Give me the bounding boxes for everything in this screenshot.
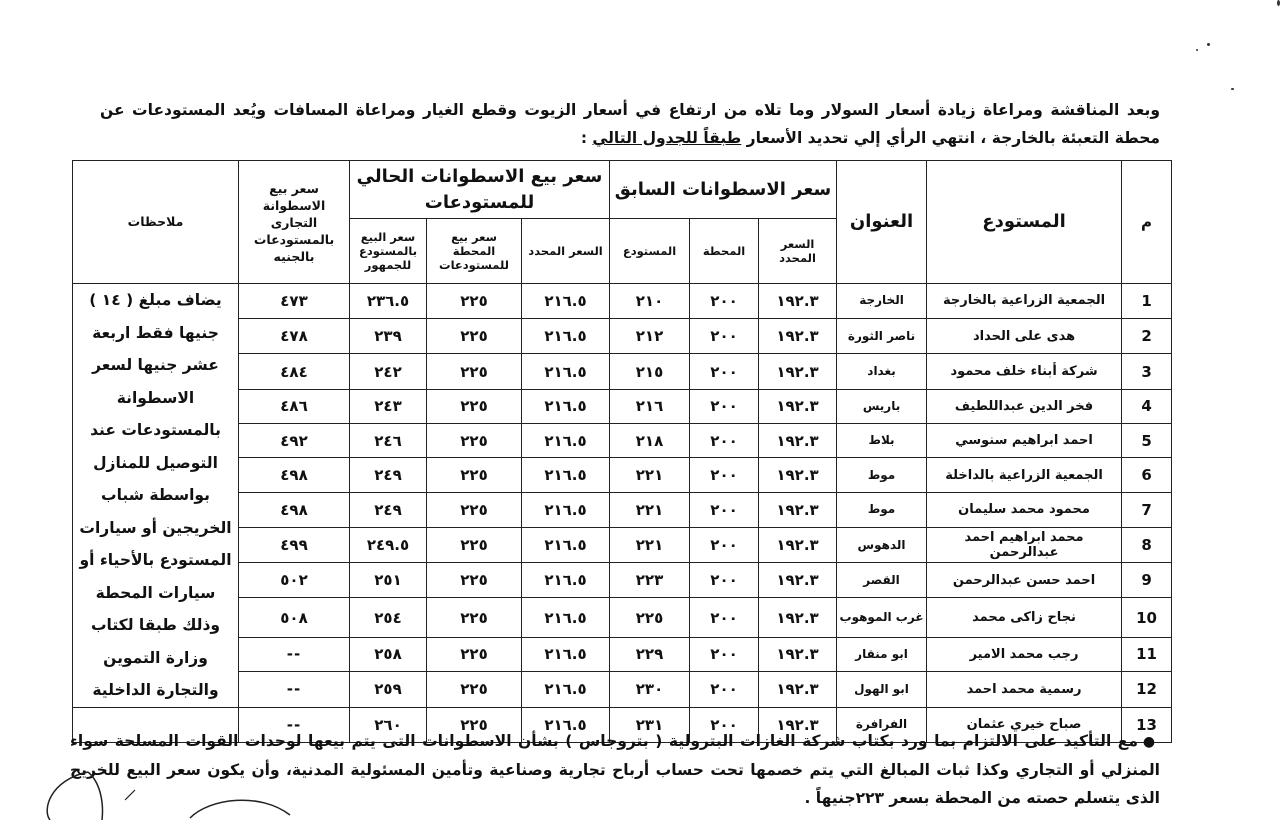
public-sale-price: ٢٤٦ — [350, 423, 427, 458]
address: ابو منقار — [837, 638, 927, 672]
previous-fixed-price: ١٩٢.٣ — [759, 458, 837, 493]
header-public-sale: سعر البيع بالمستودع للجمهور — [350, 219, 427, 284]
commercial-price: ٤٨٤ — [239, 354, 350, 390]
previous-station-price: ٢٠٠ — [690, 423, 759, 458]
bullet-icon: ● — [1142, 734, 1156, 750]
row-index: 9 — [1122, 563, 1172, 598]
depot-name: الجمعية الزراعية بالداخلة — [927, 458, 1122, 493]
station-sale-price: ٢٢٥ — [427, 354, 522, 390]
commercial-price: ٤٩٨ — [239, 458, 350, 493]
row-index: 5 — [1122, 423, 1172, 458]
depot-name: هدى على الحداد — [927, 318, 1122, 354]
previous-fixed-price: ١٩٢.٣ — [759, 671, 837, 707]
previous-station-price: ٢٠٠ — [690, 318, 759, 354]
current-fixed-price: ٢١٦.٥ — [522, 638, 610, 672]
current-fixed-price: ٢١٦.٥ — [522, 671, 610, 707]
station-sale-price: ٢٢٥ — [427, 318, 522, 354]
previous-fixed-price: ١٩٢.٣ — [759, 563, 837, 598]
current-fixed-price: ٢١٦.٥ — [522, 563, 610, 598]
signature-stamp-icon — [40, 770, 300, 820]
public-sale-price: ٢٤٢ — [350, 354, 427, 390]
previous-depot-price: ٢٢١ — [610, 527, 690, 563]
depot-name: محمود محمد سليمان — [927, 493, 1122, 528]
previous-station-price: ٢٠٠ — [690, 638, 759, 672]
header-current-fixed: السعر المحدد — [522, 219, 610, 284]
notes-cell: يضاف مبلغ ( ١٤ ) جنيها فقط اربعة عشر جنيها لسعر الاسطوانة بالمستودعات عند التوصيل للمنازل بواسطة شباب الخريجين أو سيارات المستودع بالأحياء أو سيارات المحطة وذلك طبقا لكتاب وزارة التموين والتجارة الداخلية — [73, 284, 239, 708]
depot-name: نجاح زاكى محمد — [927, 598, 1122, 638]
public-sale-price: ٢٣٩ — [350, 318, 427, 354]
header-row-1 — [73, 161, 1172, 219]
current-fixed-price: ٢١٦.٥ — [522, 493, 610, 528]
station-sale-price: ٢٢٥ — [427, 638, 522, 672]
row-index: 13 — [1122, 707, 1172, 742]
public-sale-price: ٢٤٩ — [350, 458, 427, 493]
header-index: م — [1122, 161, 1172, 284]
commercial-price: ٥٠٨ — [239, 598, 350, 638]
intro-text: وبعد المناقشة ومراعاة زيادة أسعار السولار وما تلاه من ارتفاع في أسعار الزيوت وقطع الغيار ومراعاة المسافات ويُعد المستودعات عن محطة التعبئة بالخارجة ، انتهي الرأي إلي تحديد الأسعار — [100, 101, 1160, 147]
address: الدهوس — [837, 527, 927, 563]
row-index: 7 — [1122, 493, 1172, 528]
current-fixed-price: ٢١٦.٥ — [522, 458, 610, 493]
previous-fixed-price: ١٩٢.٣ — [759, 390, 837, 424]
previous-depot-price: ٢٣٠ — [610, 671, 690, 707]
previous-station-price: ٢٠٠ — [690, 563, 759, 598]
commercial-price: ٤٩٩ — [239, 527, 350, 563]
row-index: 10 — [1122, 598, 1172, 638]
station-sale-price: ٢٢٥ — [427, 390, 522, 424]
station-sale-price: ٢٢٥ — [427, 707, 522, 742]
table-body — [73, 284, 1172, 743]
public-sale-price: ٢٥٤ — [350, 598, 427, 638]
station-sale-price: ٢٢٥ — [427, 527, 522, 563]
commercial-price: ٤٩٨ — [239, 493, 350, 528]
public-sale-price: ٢٤٣ — [350, 390, 427, 424]
row-index: 2 — [1122, 318, 1172, 354]
row-index: 3 — [1122, 354, 1172, 390]
public-sale-price: ٢٥١ — [350, 563, 427, 598]
address: باريس — [837, 390, 927, 424]
address: الفرافرة — [837, 707, 927, 742]
header-previous-fixed: السعر المحدد — [759, 219, 837, 284]
depot-name: فخر الدين عبداللطيف — [927, 390, 1122, 424]
intro-paragraph — [100, 96, 1160, 152]
previous-depot-price: ٢٢١ — [610, 493, 690, 528]
previous-depot-price: ٢١٦ — [610, 390, 690, 424]
previous-station-price: ٢٠٠ — [690, 598, 759, 638]
header-commercial-price: سعر بيع الاسطوانة التجارى بالمستودعات بالجنيه — [239, 161, 350, 284]
address: موط — [837, 493, 927, 528]
previous-fixed-price: ١٩٢.٣ — [759, 318, 837, 354]
previous-station-price: ٢٠٠ — [690, 671, 759, 707]
address: القصر — [837, 563, 927, 598]
current-fixed-price: ٢١٦.٥ — [522, 318, 610, 354]
row-index: 12 — [1122, 671, 1172, 707]
current-fixed-price: ٢١٦.٥ — [522, 284, 610, 319]
depot-name: احمد ابراهيم سنوسي — [927, 423, 1122, 458]
previous-station-price: ٢٠٠ — [690, 284, 759, 319]
depot-name: محمد ابراهيم احمد عبدالرحمن — [927, 527, 1122, 563]
commercial-price: ٥٠٢ — [239, 563, 350, 598]
row-index: 11 — [1122, 638, 1172, 672]
address: بغداد — [837, 354, 927, 390]
public-sale-price: ٢٣٦.٥ — [350, 284, 427, 319]
commercial-price: ٤٩٢ — [239, 423, 350, 458]
prices-table — [72, 160, 1172, 743]
previous-depot-price: ٢١٠ — [610, 284, 690, 319]
previous-fixed-price: ١٩٢.٣ — [759, 423, 837, 458]
previous-fixed-price: ١٩٢.٣ — [759, 527, 837, 563]
commercial-price: ٤٧٣ — [239, 284, 350, 319]
previous-depot-price: ٢٣١ — [610, 707, 690, 742]
depot-name: رجب محمد الامير — [927, 638, 1122, 672]
address: موط — [837, 458, 927, 493]
current-fixed-price: ٢١٦.٥ — [522, 598, 610, 638]
header-depot: المستودع — [927, 161, 1122, 284]
address: غرب الموهوب — [837, 598, 927, 638]
public-sale-price: ٢٥٨ — [350, 638, 427, 672]
header-previous-station: المحطة — [690, 219, 759, 284]
table-row — [73, 284, 1172, 319]
commercial-price: -- — [239, 671, 350, 707]
station-sale-price: ٢٢٥ — [427, 458, 522, 493]
current-fixed-price: ٢١٦.٥ — [522, 707, 610, 742]
depot-name: صباح خيري عثمان — [927, 707, 1122, 742]
station-sale-price: ٢٢٥ — [427, 598, 522, 638]
previous-depot-price: ٢١٥ — [610, 354, 690, 390]
commercial-price: -- — [239, 638, 350, 672]
public-sale-price: ٢٦٠ — [350, 707, 427, 742]
previous-fixed-price: ١٩٢.٣ — [759, 638, 837, 672]
depot-name: احمد حسن عبدالرحمن — [927, 563, 1122, 598]
station-sale-price: ٢٢٥ — [427, 493, 522, 528]
header-previous-depot: المستودع — [610, 219, 690, 284]
station-sale-price: ٢٢٥ — [427, 423, 522, 458]
previous-fixed-price: ١٩٢.٣ — [759, 707, 837, 742]
row-index: 4 — [1122, 390, 1172, 424]
previous-fixed-price: ١٩٢.٣ — [759, 598, 837, 638]
public-sale-price: ٢٤٩.٥ — [350, 527, 427, 563]
previous-fixed-price: ١٩٢.٣ — [759, 493, 837, 528]
previous-station-price: ٢٠٠ — [690, 493, 759, 528]
previous-station-price: ٢٠٠ — [690, 527, 759, 563]
address: ابو الهول — [837, 671, 927, 707]
previous-depot-price: ٢١٢ — [610, 318, 690, 354]
previous-depot-price: ٢١٨ — [610, 423, 690, 458]
address: بلاط — [837, 423, 927, 458]
commercial-price: ٤٨٦ — [239, 390, 350, 424]
public-sale-price: ٢٥٩ — [350, 671, 427, 707]
current-fixed-price: ٢١٦.٥ — [522, 390, 610, 424]
depot-name: رسمية محمد احمد — [927, 671, 1122, 707]
previous-station-price: ٢٠٠ — [690, 390, 759, 424]
header-address: العنوان — [837, 161, 927, 284]
public-sale-price: ٢٤٩ — [350, 493, 427, 528]
intro-end: : — [580, 129, 593, 147]
row-index: 1 — [1122, 284, 1172, 319]
footer-text: مع التأكيد على الالتزام بما ورد بكتاب شركة الغازات البترولية ( بتروجاس ) بشأن الاسطوانات التى يتم بيعها لوحدات القوات المسلحة سواء المنزلي أو التجاري وكذا ثبات المبالغ التي يتم خصمها تحت حساب أرباح تجارية وصناعية وتأمين المسئولية المدنية، وأن يكون سعر البيع للخريج الذى يتسلم حصته من المحطة بسعر ٢٢٣جنيهاً . — [70, 732, 1160, 807]
station-sale-price: ٢٢٥ — [427, 563, 522, 598]
station-sale-price: ٢٢٥ — [427, 671, 522, 707]
row-index: 8 — [1122, 527, 1172, 563]
header-current-price-group: سعر بيع الاسطوانات الحالي للمستودعات — [350, 161, 610, 219]
previous-fixed-price: ١٩٢.٣ — [759, 354, 837, 390]
depot-name: الجمعية الزراعية بالخارجة — [927, 284, 1122, 319]
current-fixed-price: ٢١٦.٥ — [522, 527, 610, 563]
previous-depot-price: ٢٢٣ — [610, 563, 690, 598]
previous-depot-price: ٢٢١ — [610, 458, 690, 493]
current-fixed-price: ٢١٦.٥ — [522, 423, 610, 458]
depot-name: شركة أبناء خلف محمود — [927, 354, 1122, 390]
previous-depot-price: ٢٢٩ — [610, 638, 690, 672]
address: ناصر الثورة — [837, 318, 927, 354]
commercial-price: ٤٧٨ — [239, 318, 350, 354]
intro-underlined-text: طبقاً للجدول التالي — [592, 129, 742, 147]
previous-depot-price: ٢٢٥ — [610, 598, 690, 638]
previous-station-price: ٢٠٠ — [690, 707, 759, 742]
address: الخارجة — [837, 284, 927, 319]
current-fixed-price: ٢١٦.٥ — [522, 354, 610, 390]
commercial-price: -- — [239, 707, 350, 742]
station-sale-price: ٢٢٥ — [427, 284, 522, 319]
previous-station-price: ٢٠٠ — [690, 458, 759, 493]
row-index: 6 — [1122, 458, 1172, 493]
header-station-sale: سعر بيع المحطة للمستودعات — [427, 219, 522, 284]
previous-fixed-price: ١٩٢.٣ — [759, 284, 837, 319]
header-notes: ملاحظات — [73, 161, 239, 284]
header-previous-price-group: سعر الاسطوانات السابق — [610, 161, 837, 219]
previous-station-price: ٢٠٠ — [690, 354, 759, 390]
